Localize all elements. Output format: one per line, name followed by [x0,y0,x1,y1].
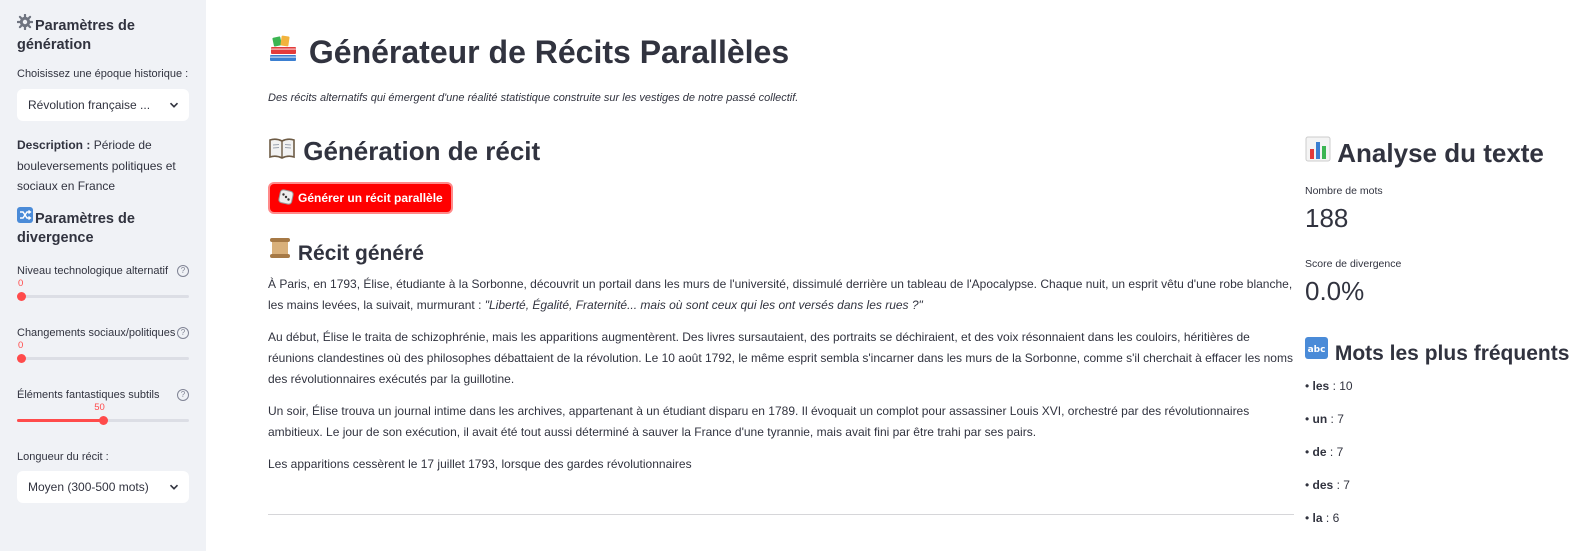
story-paragraph: Au début, Élise le traita de schizophrénie, mais les apparitions augmentèrent. Des livres sursautaient, des portraits se déchiraient, et des voix résonnaient dans les couloirs, héritières de réunions clandestines où des philosophes débattaient de la révolution. Le 10 août 1792, le même esprit sembla s'incarner dans les murs de la Sorbonne, comme s'il cherchait à effacer les noms des révolutionnaires exécutés par la guillotine. [268,330,1293,386]
epoch-select-value: Révolution française ... [28,98,151,112]
tech-level-slider[interactable] [17,295,189,298]
length-select-value: Moyen (300-500 mots) [28,479,149,494]
generate-story-button-label: Générer un récit parallèle [298,191,443,205]
page-title [268,33,789,71]
length-select[interactable] [17,471,189,503]
frequent-word: de [1312,445,1327,459]
main-content [206,0,1581,551]
frequent-word-item: • de : 7 [1305,445,1344,459]
story-text [268,274,1294,486]
epoch-description [17,135,190,197]
story-paragraph [268,274,1294,316]
frequent-word-count: 7 [1337,412,1344,426]
description-label: Description : [17,138,91,152]
bar-chart-icon [1305,136,1331,169]
scroll-icon [268,236,292,266]
tech-level-value: 0 [18,277,24,289]
help-icon[interactable]: ? [177,389,189,401]
story-paragraph: Les apparitions cessèrent le 17 juillet 1793, lorsque des gardes révolutionnaires [268,457,692,471]
slider-thumb[interactable] [17,292,26,301]
frequent-word-item: • la : 6 [1305,511,1340,525]
slider-thumb[interactable] [99,416,108,425]
frequent-word-count: 7 [1336,445,1344,459]
frequent-word-count: 10 [1339,379,1353,393]
fantasy-elements-label: Éléments fantastiques subtils [17,388,160,401]
frequent-words-heading [1305,336,1569,366]
open-book-icon [268,136,296,167]
divergence-params-title: Paramètres de divergence [17,210,135,246]
page-subtitle: Des récits alternatifs qui émergent d'une réalité statistique construite sur les vestiges de notre passé collectif. [268,92,799,104]
help-icon[interactable]: ? [177,265,189,277]
page-title-text: Générateur de Récits Parallèles [308,34,790,70]
tech-level-slider-block [17,265,189,298]
shuffle-icon [17,207,35,229]
story-paragraph: Un soir, Élise trouva un journal intime dans les archives, appartenant à un étudiant disparu en 1789. Il évoquait un complot pour assassiner Louis XVI, orchestré par des révolutionnaires ambitieux. Le jour de son exécution, il avait été tout aussi déterminé à sauver la France d'une tyrannie, mais avait fini par être trahi par ses pairs. [268,404,1250,439]
epoch-select[interactable] [17,89,189,121]
gear-icon [17,14,35,36]
epoch-label: Choisissez une époque historique : [17,68,189,80]
generated-story-heading-text: Récit généré [297,242,424,265]
story-quote: "Liberté, Égalité, Fraternité... mais où sont ceux qui les ont versés dans les rues ?" [484,298,923,312]
analysis-heading [1305,136,1544,169]
frequent-word-count: 7 [1343,478,1350,492]
fantasy-elements-value: 50 [94,401,105,413]
sidebar [0,0,206,551]
frequent-word-count: 6 [1332,511,1340,525]
frequent-word: des [1312,478,1334,492]
slider-thumb[interactable] [17,354,26,363]
generation-heading [268,136,540,167]
generation-params-heading [17,14,190,55]
svg-text:abc: abc [1307,345,1326,355]
social-changes-slider-block [17,327,189,360]
social-changes-value: 0 [18,339,24,351]
tech-level-label: Niveau technologique alternatif [17,264,169,277]
analysis-heading-text: Analyse du texte [1337,138,1544,168]
social-changes-label: Changements sociaux/politiques [17,326,176,339]
frequent-word-item: • les : 10 [1305,379,1353,393]
frequent-word-item: • un : 7 [1305,412,1344,426]
abc-icon [1305,336,1329,366]
frequent-word-item: • des : 7 [1305,478,1350,492]
frequent-word: la [1312,511,1323,525]
generation-params-title: Paramètres de génération [17,18,135,53]
length-label: Longueur du récit : [17,450,109,463]
word-count-label: Nombre de mots [1305,185,1383,197]
generated-story-heading [268,236,424,266]
divider [268,514,1294,515]
fantasy-elements-slider[interactable] [17,419,189,422]
chevron-down-icon [169,100,179,110]
divergence-score-label: Score de divergence [1305,258,1402,270]
description-text: Période de bouleversements politiques et sociaux en France [17,138,176,193]
slider-fill [17,419,103,422]
frequent-word: un [1312,412,1328,426]
die-icon [278,189,294,208]
frequent-word: les [1312,379,1330,393]
social-changes-slider[interactable] [17,357,189,360]
frequent-words-heading-text: Mots les plus fréquents [1334,342,1570,365]
chevron-down-icon [169,482,179,492]
generation-heading-text: Génération de récit [303,136,541,166]
story-paragraph-text: À Paris, en 1793, Élise, étudiante à la Sorbonne, découvrit un portail dans les murs de l'université, dissimulé derrière un tableau de l'Apocalypse. Chaque nuit, un esprit vêtu d'une robe blanche, les mains levées, la suivait, murmurant : [268,277,1293,312]
fantasy-elements-slider-block [17,389,189,422]
divergence-params-heading [17,207,190,248]
divergence-score-value: 0.0% [1305,276,1365,306]
help-icon[interactable]: ? [177,327,189,339]
word-count-value: 188 [1305,203,1349,233]
generate-story-button[interactable] [268,182,453,214]
books-icon [268,33,300,71]
